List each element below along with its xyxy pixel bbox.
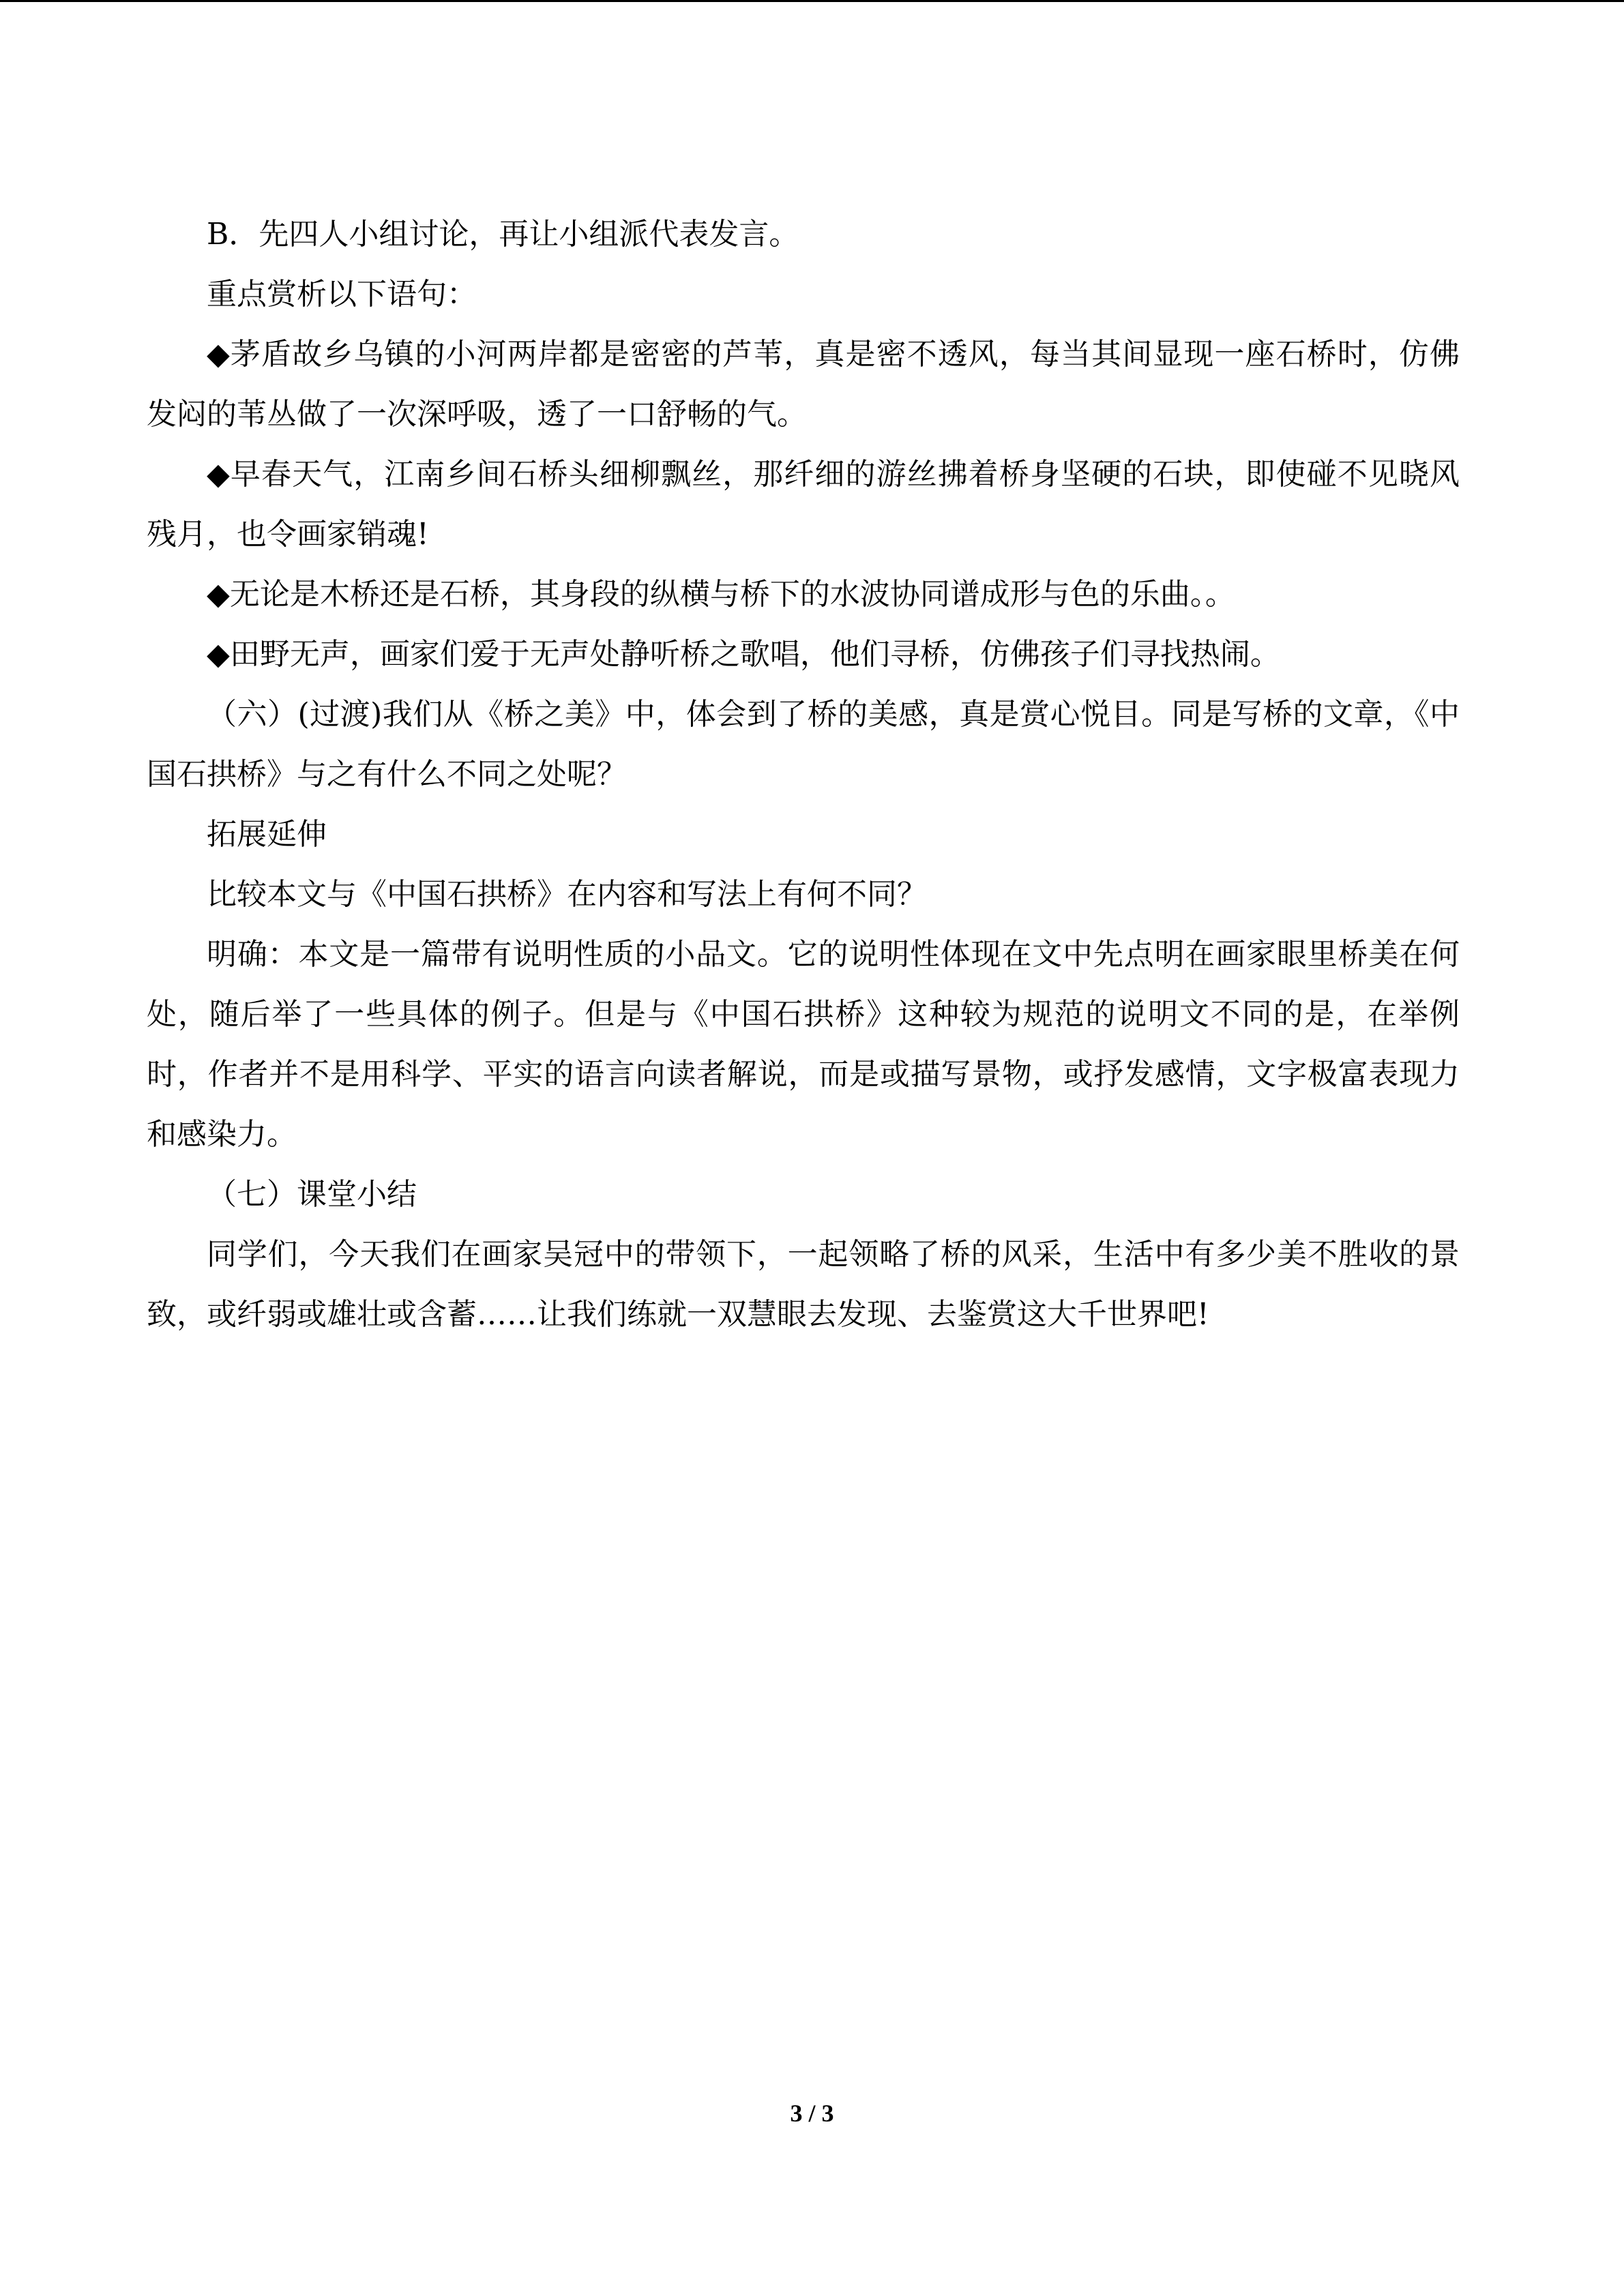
paragraph-key-sentences-heading: 重点赏析以下语句： bbox=[207, 277, 477, 312]
paragraph-answer: 明确：本文是一篇带有说明性质的小品文。它的说明性体现在文中先点明在画家眼里桥美在何处，随后举了一些具体的例子。但是与《中国石拱桥》这种较为规范的说明文不同的是，在举例时，作者并不是用科学、平实的语言向读者解说，而是或描写景物，或抒发感情，文字极富表现力和感染力。 bbox=[147, 937, 1460, 1152]
document-body bbox=[147, 205, 1460, 1345]
paragraph-quote-silent-fields: ◆田野无声，画家们爱于无声处静听桥之歌唱，他们寻桥，仿佛孩子们寻找热闹。 bbox=[207, 637, 1280, 672]
paragraph-quote-wood-stone-bridge: ◆无论是木桥还是石桥，其身段的纵横与桥下的水波协同谱成形与色的乐曲。。 bbox=[207, 577, 1235, 612]
paragraph-group-discussion: B．先四人小组讨论，再让小组派代表发言。 bbox=[207, 217, 799, 252]
page-number: 3 / 3 bbox=[790, 2100, 834, 2127]
paragraph-closing: 同学们，今天我们在画家吴冠中的带领下，一起领略了桥的风采，生活中有多少美不胜收的景致，或纤弱或雄壮或含蓄……让我们练就一双慧眼去发现、去鉴赏这大千世界吧! bbox=[147, 1237, 1460, 1332]
paragraph-summary-heading: （七）课堂小结 bbox=[207, 1177, 417, 1212]
paragraph-transition: （六）(过渡)我们从《桥之美》中，体会到了桥的美感，真是赏心悦目。同是写桥的文章，《中国石拱桥》与之有什么不同之处呢？ bbox=[147, 697, 1460, 792]
paragraph-quote-wuzhen: ◆茅盾故乡乌镇的小河两岸都是密密的芦苇，真是密不透风，每当其间显现一座石桥时，仿佛发闷的苇丛做了一次深呼吸，透了一口舒畅的气。 bbox=[147, 337, 1460, 432]
paragraph-extension-heading: 拓展延伸 bbox=[207, 817, 327, 852]
paragraph-comparison-question: 比较本文与《中国石拱桥》在内容和写法上有何不同？ bbox=[207, 877, 927, 912]
paragraph-quote-early-spring: ◆早春天气，江南乡间石桥头细柳飘丝，那纤细的游丝拂着桥身坚硬的石块，即使碰不见晓风残月，也令画家销魂! bbox=[147, 457, 1460, 552]
top-border-line bbox=[0, 0, 1624, 2]
